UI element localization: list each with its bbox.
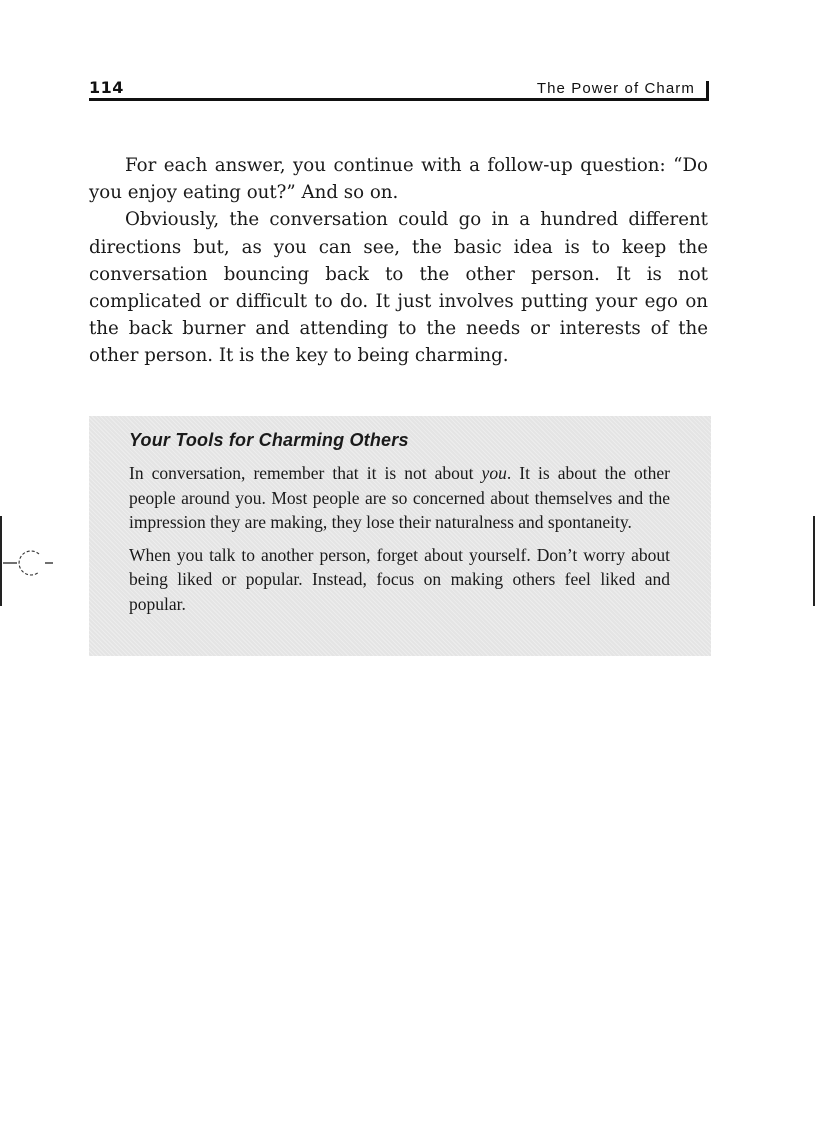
callout-paragraph: When you talk to another person, forget about yourself. Don’t worry about being liked or popular. Instead, focus on making others feel liked and popular. [129,544,670,614]
running-title: The Power of Charm [536,80,695,97]
header-rule-tick [706,81,709,101]
callout-paragraph [129,461,670,535]
callout-emphasis: you [481,463,507,483]
crop-mark-left [0,516,2,606]
main-text [89,152,708,370]
body-paragraph: For each answer, you continue with a follow-up question: “Do you enjoy eating out?” And so on. [89,155,708,204]
callout-title: Your Tools for Charming Others [129,430,409,450]
registration-mark-icon [3,548,57,578]
callout-text: In conversation, remember that it is not about [129,463,482,483]
page-header [89,76,709,101]
body-paragraph: Obviously, the conversation could go in a hundred different directions but, as you can see, the basic idea is to keep the conversation bouncing back to the other person. It is not complicated or difficult to do. It just involves putting your ego on the back burner and attending to the needs or interests of the other person. It is the key to being charming. [89,209,708,367]
callout-body [129,461,670,625]
crop-mark-right [813,516,815,606]
sidebar-callout-box [89,416,711,656]
page-number: 114 [89,78,124,97]
callout-text: . It is about the other people around you. Most people are so concerned about themselves and the impression they are making, they lose their naturalness and spontaneity. [129,463,671,533]
